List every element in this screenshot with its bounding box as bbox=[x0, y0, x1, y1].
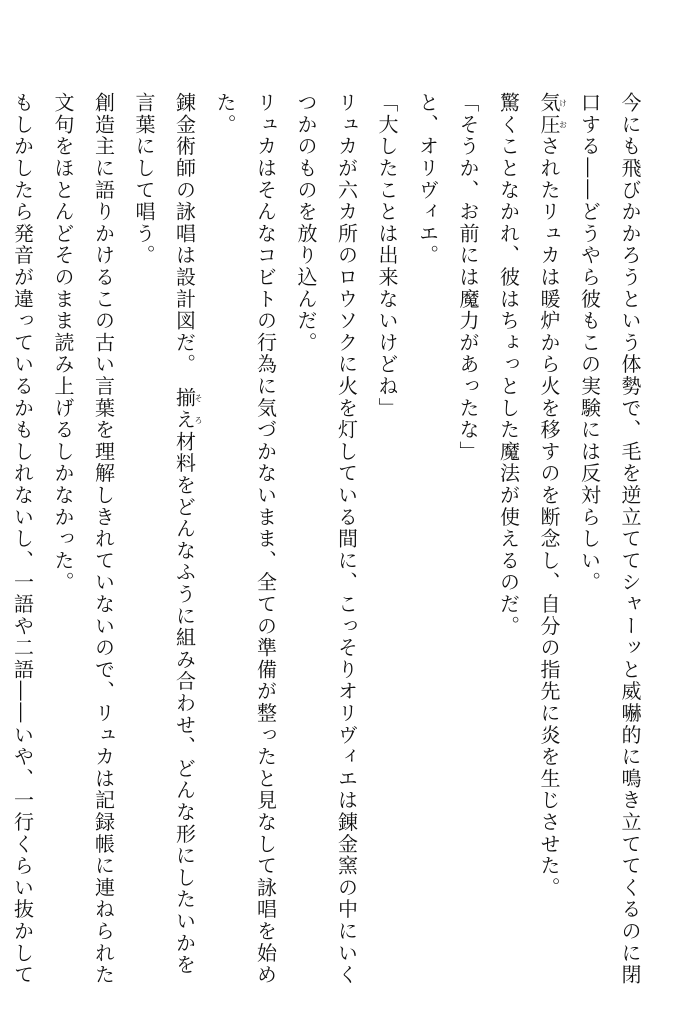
text-line-16: もしかしたら発音が違っているかもしれないし、一語や二語――いや、一行くらい抜かして bbox=[10, 92, 35, 986]
ruby-soroe-reading: そろ bbox=[194, 387, 203, 431]
ruby-kiatsu-base: 気圧 bbox=[537, 92, 561, 136]
ruby-soroe bbox=[172, 387, 203, 431]
text-line-2: 口する――どうやら彼もこの実験には反対らしい。 bbox=[577, 92, 602, 594]
text-line-3 bbox=[529, 92, 570, 962]
vertical-text-body bbox=[2, 92, 650, 986]
text-line-10: リュカはそんなコビトの行為に気づかないまま、全ての準備が整ったと見なして詠唱を始め bbox=[253, 92, 278, 986]
text-line-12-rest: 材料をどんなふうに組み合わせ、どんな形にしたいかを bbox=[172, 430, 197, 976]
ruby-soroe-base: 揃え bbox=[172, 387, 197, 431]
text-line-6: と、オリヴィエ。 bbox=[415, 92, 440, 267]
text-line-14: 創造主に語りかけるこの古い言葉を理解しきれていないので、リュカは記録帳に連ねられた bbox=[91, 92, 116, 986]
text-line-13: 言葉にして唱う。 bbox=[132, 92, 156, 267]
text-line-1: 今にも飛びかかろうという体勢で、毛を逆立ててシャーッと威嚇的に鳴き立ててくるのに閉 bbox=[618, 92, 642, 986]
text-line-9: つかのものを放り込んだ。 bbox=[294, 92, 318, 354]
ruby-kiatsu bbox=[537, 92, 568, 136]
text-line-4: 驚くことなかれ、彼はちょっとした魔法が使えるのだ。 bbox=[496, 92, 521, 637]
text-line-3-rest: されたリュカは暖炉から火を移すのを断念し、自分の指先に炎を生じさせた。 bbox=[537, 135, 561, 899]
text-line-12 bbox=[164, 92, 205, 976]
ruby-kiatsu-reading: けお bbox=[558, 92, 568, 136]
text-line-11: た。 bbox=[213, 92, 237, 136]
text-line-12-start: 錬金術師の詠唱は設計図だ。 bbox=[172, 92, 197, 366]
text-line-15: 文句をほとんどそのまま読み上げるしかなかった。 bbox=[51, 92, 75, 594]
text-line-7: 「大したことは出来ないけどね」 bbox=[375, 92, 399, 419]
text-line-5: 「そうか、お前には魔力があったな」 bbox=[456, 92, 480, 463]
text-line-8: リュカが六カ所のロウソクに火を灯している間に、こっそりオリヴィエは錬金窯の中にいく bbox=[334, 92, 359, 986]
